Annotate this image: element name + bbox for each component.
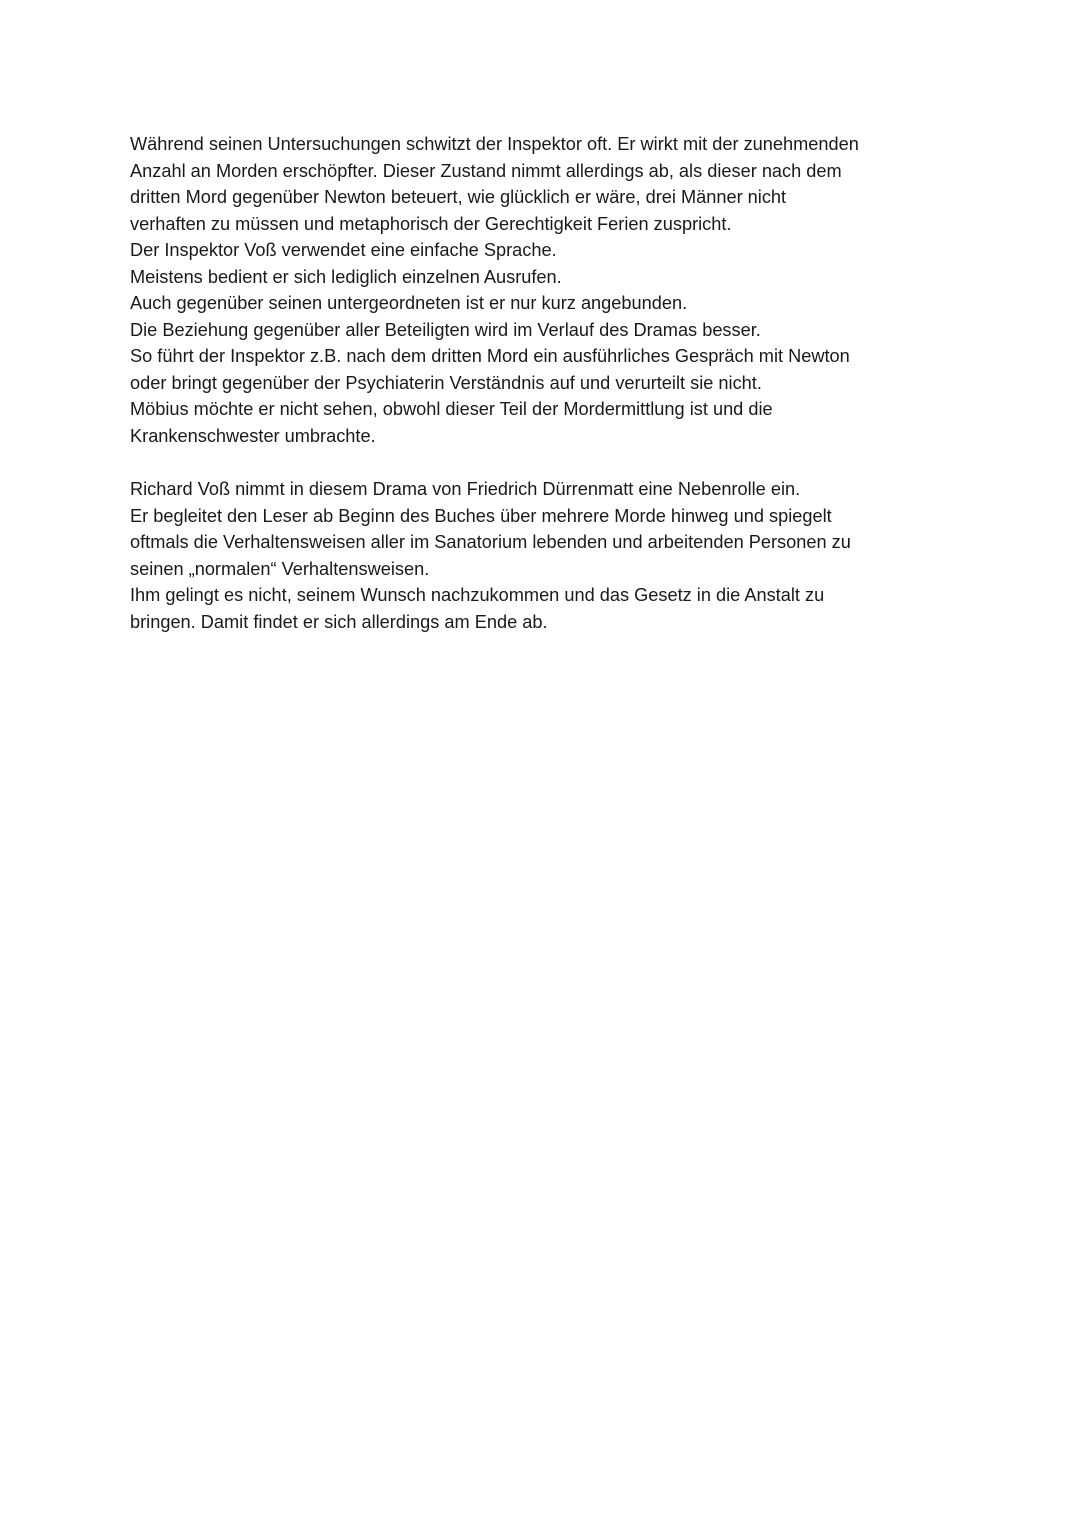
text-line: verhaften zu müssen und metaphorisch der Gerechtigkeit Ferien zuspricht.: [130, 213, 732, 234]
paragraph-gap: [130, 449, 970, 476]
text-line: oder bringt gegenüber der Psychiaterin Verständnis auf und verurteilt sie nicht.: [130, 372, 762, 393]
text-line: Er begleitet den Leser ab Beginn des Buches über mehrere Morde hinweg und spiegelt: [130, 505, 832, 526]
text-line: bringen. Damit findet er sich allerdings am Ende ab.: [130, 611, 548, 632]
text-line: Ihm gelingt es nicht, seinem Wunsch nachzukommen und das Gesetz in die Anstalt zu: [130, 585, 825, 605]
text-line: Die Beziehung gegenüber aller Beteiligten wird im Verlauf des Dramas besser.: [130, 319, 761, 340]
text-line: dritten Mord gegenüber Newton beteuert, wie glücklich er wäre, drei Männer nicht: [130, 187, 787, 207]
text-line: Krankenschwester umbrachte.: [130, 425, 376, 446]
text-line: seinen „normalen“ Verhaltensweisen.: [130, 558, 430, 579]
text-line: Meistens bedient er sich lediglich einzelnen Ausrufen.: [130, 266, 562, 287]
paragraph-conclusion: [130, 476, 970, 635]
text-line: Während seinen Untersuchungen schwitzt der Inspektor oft. Er wirkt mit der zunehmenden: [130, 134, 859, 154]
text-line: Der Inspektor Voß verwendet eine einfache Sprache.: [130, 240, 557, 260]
text-line: Möbius möchte er nicht sehen, obwohl dieser Teil der Mordermittlung ist und die: [130, 399, 773, 419]
paragraph-character-analysis: [130, 131, 970, 449]
text-line: oftmals die Verhaltensweisen aller im Sanatorium lebenden und arbeitenden Personen zu: [130, 532, 851, 552]
text-line: So führt der Inspektor z.B. nach dem dritten Mord ein ausführliches Gespräch mit Newton: [130, 346, 850, 366]
text-line: Anzahl an Morden erschöpfter. Dieser Zustand nimmt allerdings ab, als dieser nach dem: [130, 160, 842, 181]
document-body: [130, 131, 970, 635]
text-line: Richard Voß nimmt in diesem Drama von Friedrich Dürrenmatt eine Nebenrolle ein.: [130, 479, 801, 499]
text-line: Auch gegenüber seinen untergeordneten ist er nur kurz angebunden.: [130, 293, 688, 313]
